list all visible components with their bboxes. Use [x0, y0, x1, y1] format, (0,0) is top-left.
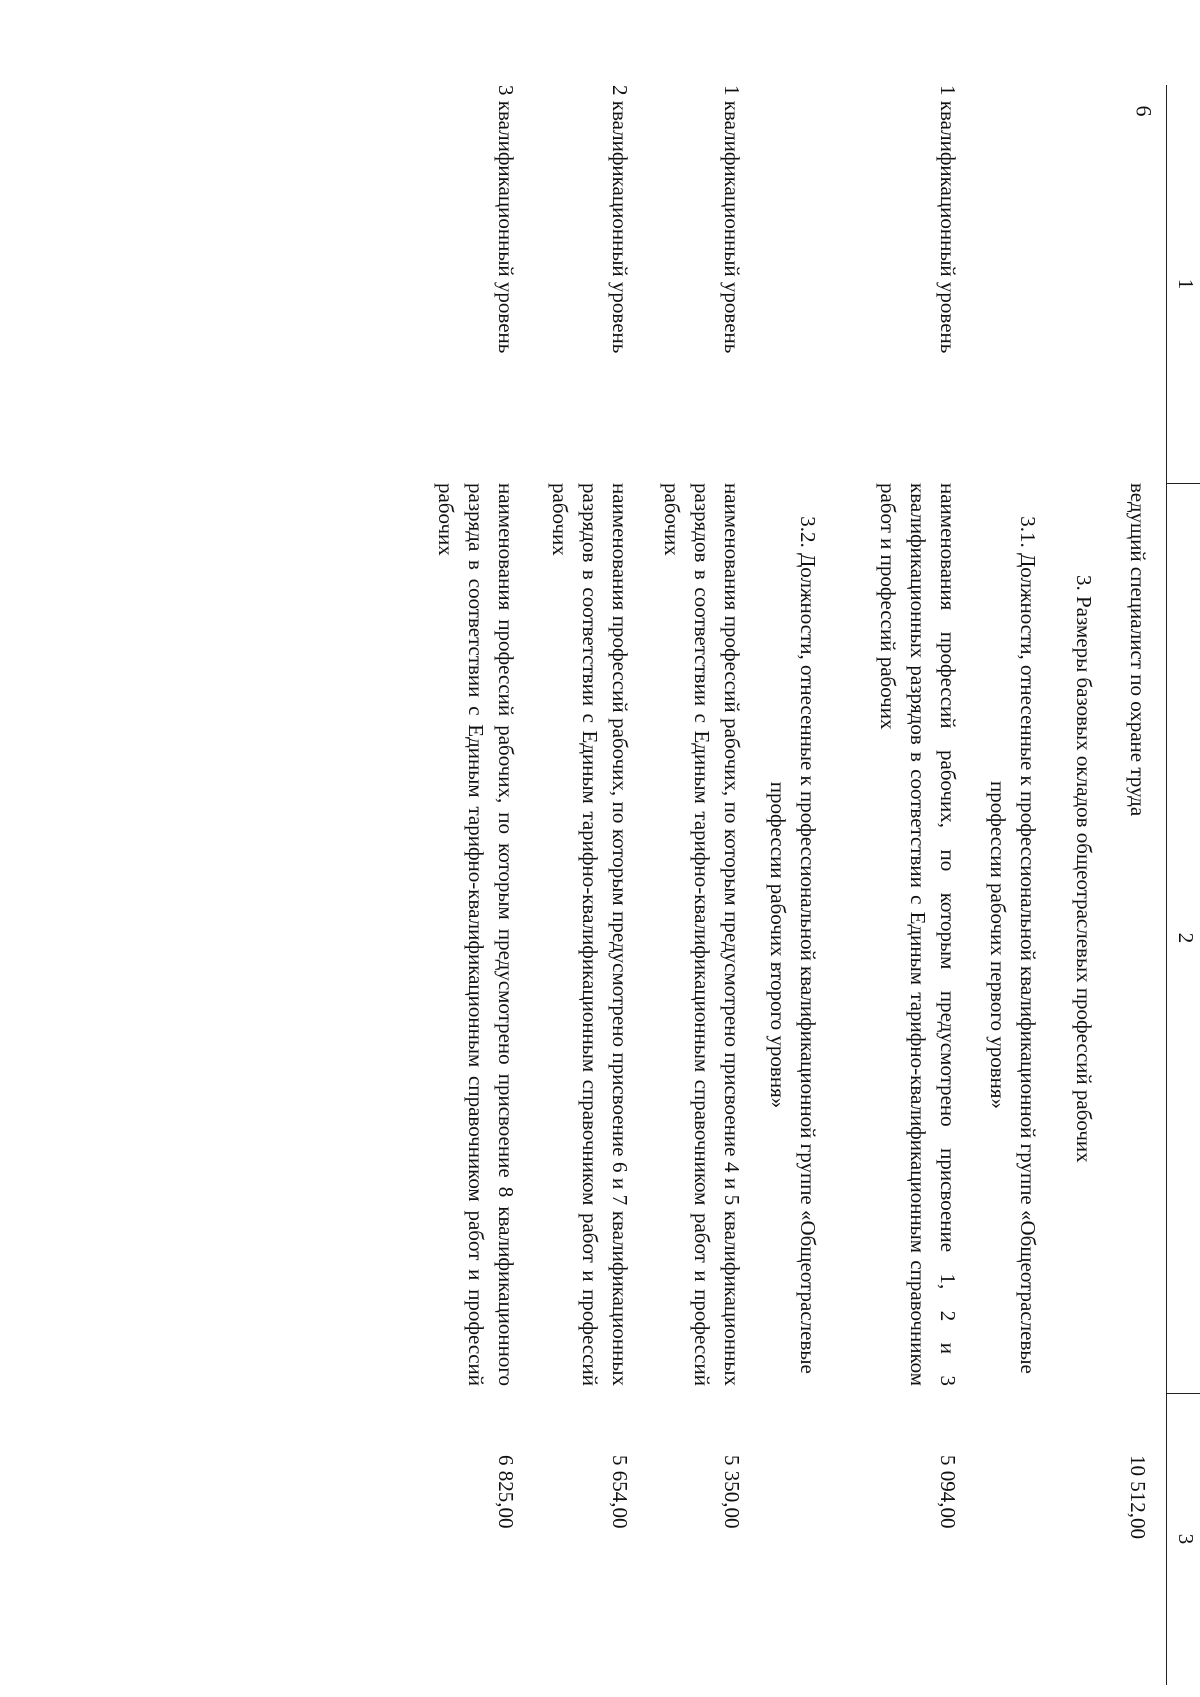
row-7-amount: 6 825,00: [494, 1455, 518, 1529]
row-3-amount: 5 094,00: [936, 1455, 960, 1529]
row-3-level: 1 квалификационный уровень: [936, 85, 960, 354]
row-6-amount: 5 654,00: [608, 1455, 632, 1529]
row-0-description: ведущий специалист по охране труда: [1126, 483, 1150, 817]
row-3-description: наименования профессий рабочих, по которым предусмотрено присвоение 1, 2 и 3 квалификационных разрядов в соответствии с Единым тарифно-квалификационным справочником работ и профессий рабочих: [876, 483, 960, 1386]
section-title: 3. Размеры базовых окладов общеотраслевых профессий рабочих: [1072, 575, 1096, 1163]
row-5-level: 1 квалификационный уровень: [720, 85, 744, 354]
row-7-level: 3 квалификационный уровень: [494, 85, 518, 354]
subsection-3-1-title: 3.1. Должности, отнесенные к профессиональной квалификационной группе «Общеотраслевые профессии рабочих первого уровня»: [986, 516, 1040, 1374]
page-number: 6: [1131, 105, 1157, 117]
header-col-1: 1: [1174, 278, 1199, 290]
row-6-level: 2 квалификационный уровень: [608, 85, 632, 354]
header-col-3: 3: [1174, 1533, 1199, 1545]
row-7-description: наименования профессий рабочих, по которым предусмотрено присвоение 8 квалификационного разряда в соответствии с Единым тарифно-квалификационным справочником работ и профессий рабочих: [434, 483, 518, 1386]
row-5-amount: 5 350,00: [720, 1455, 744, 1529]
row-6-description: наименования профессий рабочих, по которым предусмотрено присвоение 6 и 7 квалификационных разрядов в соответствии с Единым тарифно-квалификационным справочником работ и профессий рабочих: [548, 483, 632, 1386]
subsection-3-2-title: 3.2. Должности, отнесенные к профессиональной квалификационной группе «Общеотраслевые профессии рабочих второго уровня»: [766, 516, 820, 1374]
salary-table: [180, 85, 1200, 1685]
row-5-description: наименования профессий рабочих, по которым предусмотрено присвоение 4 и 5 квалификационных разрядов в соответствии с Единым тарифно-квалификационным справочником работ и профессий рабочих: [660, 483, 744, 1386]
header-col-2: 2: [1174, 932, 1199, 944]
row-0-amount: 10 512,00: [1126, 1455, 1150, 1539]
table-grid: [180, 85, 1200, 1685]
